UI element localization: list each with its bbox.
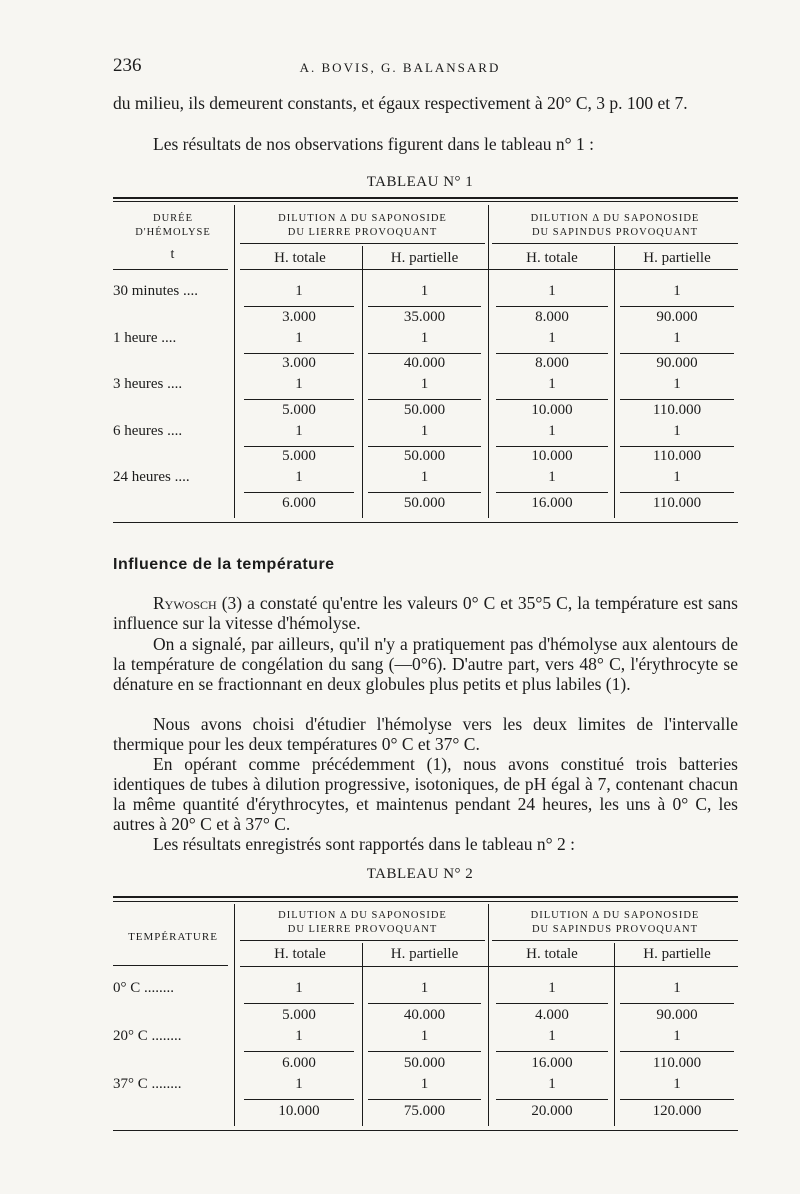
paragraph-hemolyse: On a signalé, par ailleurs, qu'il n'y a pratiquement pas d'hémolyse aux alentours de la température de congélation du sang (—0°6). D'autre part, vers 48° C, l'érythrocyte se dénature en se fractionnant en deux globules plus petits et plus labiles (1). xyxy=(113,634,738,694)
table1-cell-bottom: 1 xyxy=(420,329,429,346)
table2-group2-line2: DU SAPINDUS PROVOQUANT xyxy=(531,924,699,935)
table1-cell-last: 16.000 xyxy=(531,494,573,511)
table2-cell-bottom: 1 xyxy=(420,1076,429,1092)
table1-sub-partielle-1: H. partielle xyxy=(390,250,459,266)
table1-cell-last: 110.000 xyxy=(652,494,702,511)
table1-cell-bottom: 1 xyxy=(295,329,303,346)
table2-cell-last: 10.000 xyxy=(278,1103,320,1119)
table2-cell-top: 50.000 xyxy=(403,1055,446,1071)
table1-group1-line2: DU LIERRE PROVOQUANT xyxy=(287,227,438,238)
table1-sub-totale-1: H. totale xyxy=(274,250,326,266)
table1-col0-line1: DURÉE xyxy=(153,213,193,224)
table2-cell-top: 110.000 xyxy=(652,1055,702,1071)
table2-cell-bottom: 1 xyxy=(673,1076,681,1092)
table2-cell-top: 5.000 xyxy=(282,1007,316,1023)
table2-group1-line2: DU LIERRE PROVOQUANT xyxy=(287,924,438,935)
table2-row-label: 20° C ........ xyxy=(113,1028,182,1044)
paragraph-choix: Nous avons choisi d'étudier l'hémolyse vers les deux limites de l'intervalle thermique pour les deux températures 0° C et 37° C. xyxy=(113,714,738,754)
table1-cell-top: 3.000 xyxy=(282,355,316,371)
table1-cell-bottom: 1 xyxy=(295,422,303,439)
table2-cell-bottom: 1 xyxy=(295,1028,303,1044)
table1-cell-bottom: 1 xyxy=(420,283,429,299)
table2-cell-top: 4.000 xyxy=(535,1007,569,1023)
table1-cell-top: 90.000 xyxy=(656,308,698,325)
table2-cell-bottom: 1 xyxy=(295,980,303,996)
table2-cell-bottom: 1 xyxy=(673,1028,681,1044)
table2-cell-bottom: 1 xyxy=(548,1028,556,1044)
table2-cell-bottom: 1 xyxy=(548,980,556,996)
table1-cell-bottom: 1 xyxy=(548,329,556,346)
table1-cell-bottom: 1 xyxy=(548,376,556,392)
table2-cell-top: 16.000 xyxy=(531,1055,573,1071)
table2-group2-line1: DILUTION Δ DU SAPONOSIDE xyxy=(530,910,700,921)
table1-cell-top: 5.000 xyxy=(282,448,316,464)
table1-cell-bottom: 1 xyxy=(295,469,303,485)
paragraph-methode: En opérant comme précédemment (1), nous avons constitué trois batteries identiques de tubes à dilution progressive, isotoniques, de pH égal à 7, contenant chacun la même quantité d'érythrocytes, et maintenus pendant 24 heures, les uns à 0° C, les autres à 20° C et à 37° C. xyxy=(113,754,738,834)
table1-cell-bottom: 1 xyxy=(548,283,556,299)
table2-cell-last: 20.000 xyxy=(531,1103,573,1119)
table1-group2-line1: DILUTION Δ DU SAPONOSIDE xyxy=(530,213,700,224)
table1-row-label: 24 heures .... xyxy=(113,469,190,485)
table1-row-label: 6 heures .... xyxy=(113,422,183,439)
table1-cell-top: 5.000 xyxy=(282,401,316,418)
table1-cell-top: 10.000 xyxy=(531,448,573,464)
table1-cell-top: 50.000 xyxy=(403,401,446,418)
table2-cell-bottom: 1 xyxy=(420,980,429,996)
table1-group2-line2: DU SAPINDUS PROVOQUANT xyxy=(531,227,699,238)
table1-cell-bottom: 1 xyxy=(673,469,681,485)
table2-group1-line1: DILUTION Δ DU SAPONOSIDE xyxy=(278,910,447,921)
table2-col0: TEMPÉRATURE xyxy=(128,931,218,943)
table2-cell-bottom: 1 xyxy=(548,1076,556,1092)
table1-cell-top: 8.000 xyxy=(535,355,569,371)
table1-col0-line2: D'HÉMOLYSE xyxy=(135,227,211,238)
table1-caption: TABLEAU N° 1 xyxy=(366,174,474,190)
paragraph-table-ref-2: Les résultats enregistrés sont rapportés dans le tableau n° 2 : xyxy=(153,834,576,854)
table1-sub-partielle-2: H. partielle xyxy=(643,250,711,266)
table2-sub-totale-2: H. totale xyxy=(526,946,578,962)
table1-col0-line3: t xyxy=(170,247,176,262)
table1-cell-top: 50.000 xyxy=(403,448,446,464)
table1-cell-top: 110.000 xyxy=(652,401,702,418)
table2-sub-totale-1: H. totale xyxy=(274,946,326,962)
table1-cell-bottom: 1 xyxy=(420,469,429,485)
table1-cell-top: 35.000 xyxy=(403,308,446,325)
table2-cell-bottom: 1 xyxy=(295,1076,303,1092)
table1-group1-line1: DILUTION Δ DU SAPONOSIDE xyxy=(278,213,447,224)
table2-caption: TABLEAU N° 2 xyxy=(366,866,474,882)
table1-cell-bottom: 1 xyxy=(295,283,303,299)
table2-cell-top: 40.000 xyxy=(403,1007,446,1023)
table1-cell-bottom: 1 xyxy=(548,422,556,439)
paragraph-table-ref-1: Les résultats de nos observations figurent dans le tableau n° 1 : xyxy=(153,134,594,154)
table1-cell-bottom: 1 xyxy=(548,469,556,485)
table1-cell-top: 10.000 xyxy=(531,401,573,418)
table1-row-label: 3 heures .... xyxy=(113,376,183,392)
table1-cell-bottom: 1 xyxy=(673,329,681,346)
table1-row-label: 30 minutes .... xyxy=(113,283,198,299)
table2-cell-last: 75.000 xyxy=(403,1103,446,1119)
table1-cell-bottom: 1 xyxy=(295,376,303,392)
table2-cell-bottom: 1 xyxy=(673,980,681,996)
table1-cell-top: 90.000 xyxy=(656,355,698,371)
section-title: Influence de la température xyxy=(113,556,335,573)
table2-cell-last: 120.000 xyxy=(652,1103,702,1119)
table1-row-label: 1 heure .... xyxy=(113,329,177,346)
table1-cell-top: 3.000 xyxy=(282,308,316,325)
table1-cell-top: 110.000 xyxy=(652,448,702,464)
table2-row-label: 37° C ........ xyxy=(113,1076,182,1092)
table1-cell-bottom: 1 xyxy=(420,422,429,439)
paragraph-rywosch xyxy=(113,593,738,633)
table2-cell-top: 6.000 xyxy=(282,1055,316,1071)
running-head: A. BOVIS, G. BALANSARD xyxy=(299,60,501,75)
table2-cell-top: 90.000 xyxy=(656,1007,698,1023)
table1-cell-bottom: 1 xyxy=(673,422,681,439)
table1-cell-last: 50.000 xyxy=(403,494,446,511)
table1-cell-top: 40.000 xyxy=(403,355,446,371)
table1-cell-top: 8.000 xyxy=(535,308,569,325)
table1-cell-bottom: 1 xyxy=(673,283,681,299)
author-rywosch: Rywosch xyxy=(153,593,217,613)
table1-sub-totale-2: H. totale xyxy=(526,250,578,266)
page-number: 236 xyxy=(113,55,142,76)
paragraph-continuation: du milieu, ils demeurent constants, et égaux respectivement à 20° C, 3 p. 100 et 7. xyxy=(113,93,688,113)
table2-sub-partielle-1: H. partielle xyxy=(390,946,459,962)
table1-cell-last: 6.000 xyxy=(282,494,316,511)
table2-cell-bottom: 1 xyxy=(420,1028,429,1044)
paragraph-rywosch-text: (3) a constaté qu'entre les valeurs 0° C et 35°5 C, la température est sans influence sur la vitesse d'hémolyse. xyxy=(113,593,738,633)
table1-cell-bottom: 1 xyxy=(420,376,429,392)
table2-sub-partielle-2: H. partielle xyxy=(643,946,711,962)
table2-row-label: 0° C ........ xyxy=(113,980,175,996)
table1-cell-bottom: 1 xyxy=(673,376,681,392)
